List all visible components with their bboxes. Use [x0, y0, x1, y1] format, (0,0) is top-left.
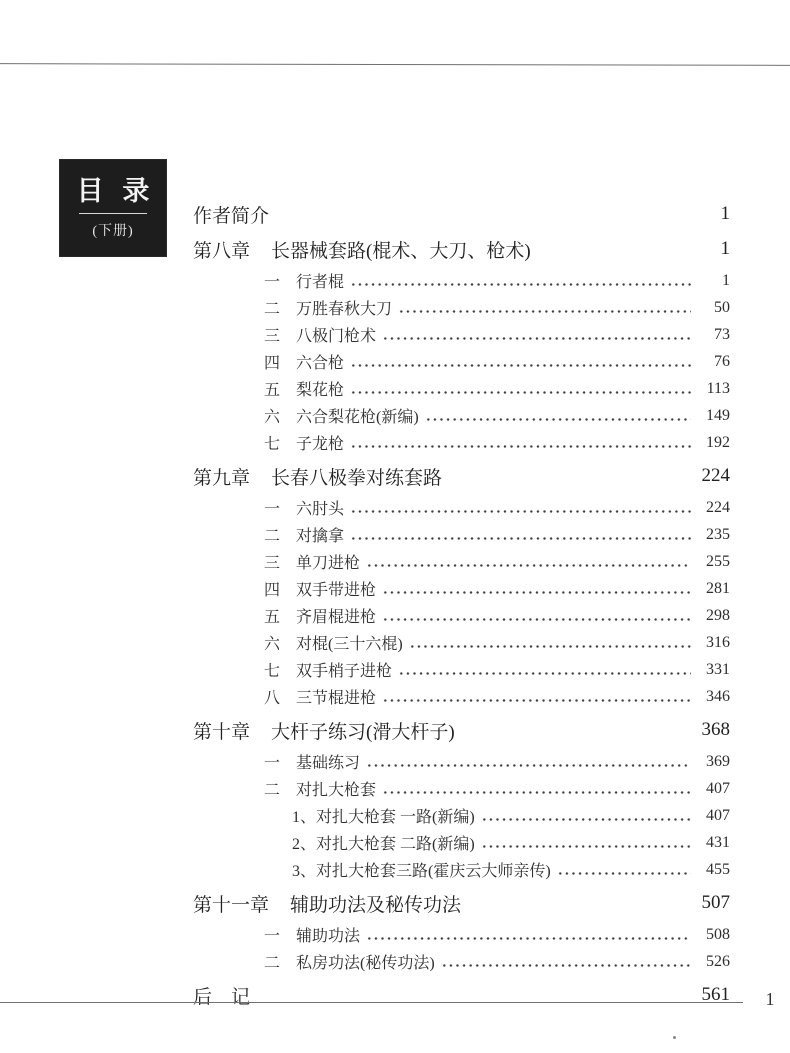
entry-number: 三	[264, 555, 281, 572]
entry-title: 对扎大枪套	[296, 782, 377, 799]
entry-page: 224	[701, 465, 730, 486]
toc-entry	[193, 602, 730, 629]
toc-entry	[193, 294, 730, 321]
dot-leader	[350, 510, 691, 513]
entry-title: 八极门枪术	[296, 328, 377, 345]
dot-leader	[275, 213, 689, 216]
entry-number: 六	[264, 409, 281, 426]
toc-entry	[193, 856, 730, 883]
toc-entry	[193, 375, 730, 402]
entry-title: 私房功法(秘传功法)	[296, 955, 435, 972]
toc-entry	[193, 980, 730, 1010]
entry-title: 行者棍	[296, 274, 345, 291]
entry-number: 第十章	[193, 721, 251, 743]
entry-number: 五	[264, 382, 281, 399]
dot-leader	[350, 445, 691, 448]
entry-number: 一	[264, 274, 281, 291]
toc-entry	[193, 683, 730, 710]
entry-page: 298	[706, 606, 730, 624]
entry-title: 长春八极拳对练套路	[271, 467, 443, 489]
entry-page: 192	[706, 433, 730, 451]
entry-number: 四	[264, 582, 281, 599]
entry-title: 单刀进枪	[296, 555, 361, 572]
toc-entry	[193, 348, 730, 375]
entry-page: 224	[706, 498, 730, 516]
entry-title: 基础练习	[296, 755, 361, 772]
toc-title-underline	[79, 213, 147, 214]
entry-title: 对棍(三十六棍)	[296, 636, 403, 653]
dot-leader	[366, 564, 691, 567]
dot-leader	[350, 391, 691, 394]
dot-leader	[557, 872, 691, 875]
entry-page: 368	[701, 719, 730, 740]
entry-number: 七	[264, 436, 281, 453]
entry-page: 316	[706, 633, 730, 651]
entry-page: 431	[706, 833, 730, 851]
entry-page: 331	[706, 660, 730, 678]
dot-leader	[382, 618, 691, 621]
entry-number: 一	[264, 501, 281, 518]
toc-entry	[193, 267, 730, 294]
entry-page: 73	[714, 325, 730, 343]
entry-number: 一	[264, 928, 281, 945]
toc-entry	[193, 715, 730, 745]
entry-number: 四	[264, 355, 281, 372]
entry-title: 长器械套路(棍术、大刀、枪术)	[271, 240, 531, 262]
toc-entry	[193, 521, 730, 548]
entry-page: 76	[714, 352, 730, 370]
entry-title: 万胜春秋大刀	[296, 301, 393, 318]
entry-title: 2、对扎大枪套 二路(新编)	[292, 836, 475, 853]
entry-title: 六合梨花枪(新编)	[296, 409, 419, 426]
entry-page: 455	[706, 860, 730, 878]
toc-entry	[193, 921, 730, 948]
dot-leader	[350, 283, 691, 286]
dot-leader	[461, 729, 689, 732]
toc-title: 目 录	[76, 176, 156, 206]
toc-entry	[193, 402, 730, 429]
entry-page: 149	[706, 406, 730, 424]
dot-leader	[366, 937, 691, 940]
entry-title: 三节棍进枪	[296, 690, 377, 707]
entry-number: 七	[264, 663, 281, 680]
toc-entries	[193, 194, 730, 1013]
entry-page: 369	[706, 752, 730, 770]
entry-page: 255	[706, 552, 730, 570]
toc-entry	[193, 829, 730, 856]
entry-page: 1	[720, 203, 730, 224]
entry-title: 六肘头	[296, 501, 345, 518]
toc-entry	[193, 494, 730, 521]
dot-leader	[481, 818, 691, 821]
entry-page: 407	[706, 806, 730, 824]
toc-entry	[193, 775, 730, 802]
toc-entry	[193, 629, 730, 656]
toc-volume-subtitle: (下册)	[92, 224, 134, 239]
entry-title: 对擒拿	[296, 528, 345, 545]
entry-number: 第九章	[193, 467, 251, 489]
dot-leader	[382, 591, 691, 594]
scan-speck	[673, 1036, 676, 1039]
entry-page: 346	[706, 687, 730, 705]
dot-leader	[481, 845, 691, 848]
dot-leader	[409, 645, 691, 648]
toc-title-box	[60, 160, 166, 256]
entry-number: 第十一章	[193, 894, 270, 916]
dot-leader	[398, 310, 691, 313]
entry-page: 113	[706, 379, 730, 397]
entry-title: 辅助功法	[296, 928, 361, 945]
dot-leader	[425, 418, 691, 421]
entry-number: 五	[264, 609, 281, 626]
entry-title: 梨花枪	[296, 382, 345, 399]
entry-title: 双手梢子进枪	[296, 663, 393, 680]
dot-leader	[382, 337, 691, 340]
entry-number: 六	[264, 636, 281, 653]
entry-title: 双手带进枪	[296, 582, 377, 599]
entry-title: 辅助功法及秘传功法	[290, 894, 462, 916]
footer-page-number: 1	[765, 989, 775, 1009]
entry-page: 281	[706, 579, 730, 597]
dot-leader	[350, 537, 691, 540]
entry-page: 407	[706, 779, 730, 797]
toc-entry	[193, 948, 730, 975]
dot-leader	[366, 764, 691, 767]
entry-page: 1	[722, 271, 730, 289]
entry-number: 二	[264, 782, 281, 799]
entry-number: 第八章	[193, 240, 251, 262]
entry-title: 齐眉棍进枪	[296, 609, 377, 626]
entry-title: 子龙枪	[296, 436, 345, 453]
toc-entry	[193, 575, 730, 602]
toc-entry	[193, 656, 730, 683]
entry-number: 二	[264, 955, 281, 972]
toc-entry	[193, 199, 730, 229]
bottom-rule	[0, 1002, 743, 1003]
entry-page: 526	[706, 952, 730, 970]
entry-title: 六合枪	[296, 355, 345, 372]
entry-number: 八	[264, 690, 281, 707]
dot-leader	[256, 994, 689, 997]
entry-page: 50	[714, 298, 730, 316]
toc-entry	[193, 461, 730, 491]
dot-leader	[441, 964, 691, 967]
entry-page: 507	[701, 892, 730, 913]
toc-entry	[193, 321, 730, 348]
entry-title: 后 记	[193, 986, 251, 1008]
toc-entry	[193, 748, 730, 775]
entry-number: 二	[264, 301, 281, 318]
entry-title: 3、对扎大枪套三路(霍庆云大师亲传)	[292, 863, 551, 880]
toc-entry	[193, 548, 730, 575]
dot-leader	[537, 248, 689, 251]
dot-leader	[467, 902, 689, 905]
dot-leader	[448, 475, 689, 478]
toc-entry	[193, 429, 730, 456]
dot-leader	[382, 791, 691, 794]
entry-page: 561	[701, 984, 730, 1005]
toc-entry	[193, 802, 730, 829]
entry-title: 1、对扎大枪套 一路(新编)	[292, 809, 475, 826]
entry-page: 235	[706, 525, 730, 543]
toc-entry	[193, 888, 730, 918]
entry-title: 作者简介	[193, 205, 270, 227]
dot-leader	[350, 364, 691, 367]
entry-number: 一	[264, 755, 281, 772]
entry-number: 三	[264, 328, 281, 345]
top-rule	[0, 63, 790, 66]
entry-page: 508	[706, 925, 730, 943]
dot-leader	[382, 699, 691, 702]
entry-number: 二	[264, 528, 281, 545]
entry-title: 大杆子练习(滑大杆子)	[271, 721, 455, 743]
dot-leader	[398, 672, 691, 675]
entry-page: 1	[720, 238, 730, 259]
toc-entry	[193, 234, 730, 264]
